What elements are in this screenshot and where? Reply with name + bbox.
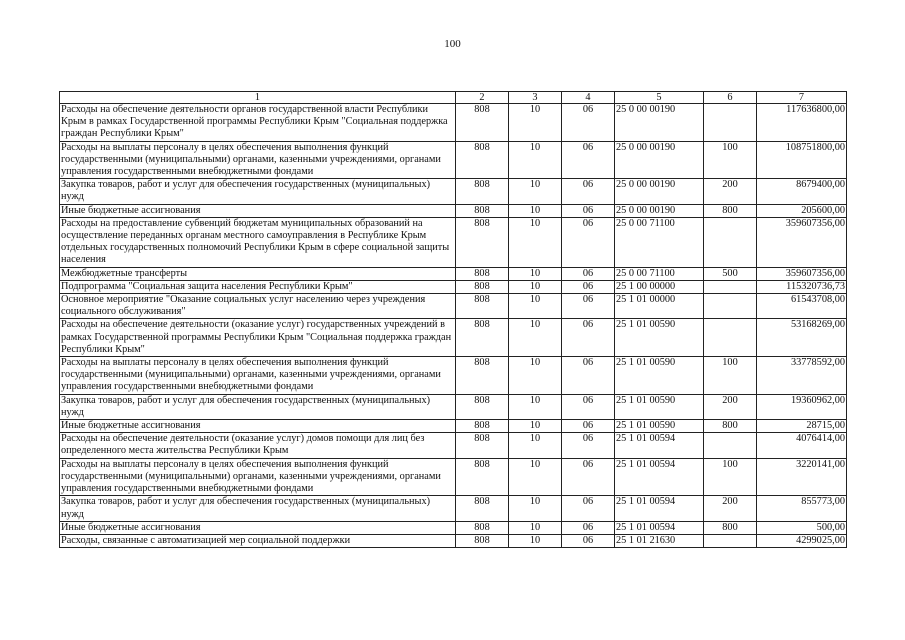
grbs-code: 808 [456, 280, 509, 293]
expense-type-code: 200 [704, 496, 757, 521]
subsection-code: 06 [562, 357, 615, 395]
budget-table [59, 91, 847, 548]
table-row [60, 534, 847, 547]
subsection-code: 06 [562, 521, 615, 534]
expense-type-code: 500 [704, 267, 757, 280]
table-row [60, 319, 847, 357]
section-code: 10 [509, 104, 562, 142]
target-article-code: 25 1 01 00000 [615, 294, 704, 319]
row-name: Расходы на обеспечение деятельности (оказание услуг) домов помощи для лиц без определенного места жительства Республики Крым [60, 433, 456, 458]
row-name: Расходы, связанные с автоматизацией мер социальной поддержки [60, 534, 456, 547]
amount: 108751800,00 [757, 141, 847, 179]
expense-type-code: 800 [704, 420, 757, 433]
section-code: 10 [509, 394, 562, 419]
section-code: 10 [509, 420, 562, 433]
target-article-code: 25 1 00 00000 [615, 280, 704, 293]
section-code: 10 [509, 496, 562, 521]
amount: 33778592,00 [757, 357, 847, 395]
grbs-code: 808 [456, 534, 509, 547]
table-row [60, 280, 847, 293]
amount: 855773,00 [757, 496, 847, 521]
target-article-code: 25 0 00 00190 [615, 104, 704, 142]
target-article-code: 25 0 00 71100 [615, 267, 704, 280]
grbs-code: 808 [456, 204, 509, 217]
section-code: 10 [509, 141, 562, 179]
grbs-code: 808 [456, 104, 509, 142]
subsection-code: 06 [562, 141, 615, 179]
expense-type-code: 200 [704, 179, 757, 204]
table-row [60, 104, 847, 142]
amount: 500,00 [757, 521, 847, 534]
amount: 117636800,00 [757, 104, 847, 142]
amount: 115320736,73 [757, 280, 847, 293]
row-name: Закупка товаров, работ и услуг для обеспечения государственных (муниципальных) нужд [60, 394, 456, 419]
target-article-code: 25 1 01 00590 [615, 394, 704, 419]
subsection-code: 06 [562, 217, 615, 267]
expense-type-code: 100 [704, 141, 757, 179]
section-code: 10 [509, 217, 562, 267]
table-row [60, 141, 847, 179]
grbs-code: 808 [456, 394, 509, 419]
target-article-code: 25 1 01 00594 [615, 496, 704, 521]
table-row [60, 420, 847, 433]
target-article-code: 25 0 00 00190 [615, 204, 704, 217]
grbs-code: 808 [456, 357, 509, 395]
row-name: Закупка товаров, работ и услуг для обеспечения государственных (муниципальных) нужд [60, 496, 456, 521]
expense-type-code: 100 [704, 458, 757, 496]
table-row [60, 294, 847, 319]
grbs-code: 808 [456, 319, 509, 357]
expense-type-code [704, 433, 757, 458]
subsection-code: 06 [562, 420, 615, 433]
subsection-code: 06 [562, 104, 615, 142]
target-article-code: 25 1 01 00594 [615, 521, 704, 534]
column-header: 5 [615, 92, 704, 104]
subsection-code: 06 [562, 267, 615, 280]
target-article-code: 25 0 00 71100 [615, 217, 704, 267]
amount: 53168269,00 [757, 319, 847, 357]
target-article-code: 25 1 01 00590 [615, 420, 704, 433]
table-row [60, 217, 847, 267]
expense-type-code [704, 104, 757, 142]
page-number: 100 [444, 38, 461, 50]
row-name: Иные бюджетные ассигнования [60, 420, 456, 433]
amount: 28715,00 [757, 420, 847, 433]
column-header: 4 [562, 92, 615, 104]
row-name: Расходы на предоставление субвенций бюджетам муниципальных образований на осуществление переданных органам местного самоуправления в Республике Крым отдельных государственных полномочий Республики Крым в сфере социальной защиты населения [60, 217, 456, 267]
amount: 359607356,00 [757, 217, 847, 267]
expense-type-code [704, 217, 757, 267]
row-name: Расходы на выплаты персоналу в целях обеспечения выполнения функций государственными (муниципальными) органами, казенными учреждениями, органами управления государственными внебюджетными фондами [60, 141, 456, 179]
grbs-code: 808 [456, 433, 509, 458]
section-code: 10 [509, 357, 562, 395]
subsection-code: 06 [562, 534, 615, 547]
subsection-code: 06 [562, 496, 615, 521]
row-name: Межбюджетные трансферты [60, 267, 456, 280]
row-name: Расходы на обеспечение деятельности (оказание услуг) государственных учреждений в рамках Государственной программы Республики Крым "Социальная поддержка граждан Республики Крым" [60, 319, 456, 357]
expense-type-code: 800 [704, 204, 757, 217]
grbs-code: 808 [456, 217, 509, 267]
expense-type-code [704, 294, 757, 319]
section-code: 10 [509, 521, 562, 534]
subsection-code: 06 [562, 319, 615, 357]
target-article-code: 25 1 01 21630 [615, 534, 704, 547]
subsection-code: 06 [562, 294, 615, 319]
amount: 4299025,00 [757, 534, 847, 547]
table-row [60, 357, 847, 395]
row-name: Иные бюджетные ассигнования [60, 521, 456, 534]
table-row [60, 179, 847, 204]
row-name: Иные бюджетные ассигнования [60, 204, 456, 217]
row-name: Подпрограмма "Социальная защита населения Республики Крым" [60, 280, 456, 293]
subsection-code: 06 [562, 280, 615, 293]
column-header: 2 [456, 92, 509, 104]
target-article-code: 25 1 01 00594 [615, 433, 704, 458]
column-header: 3 [509, 92, 562, 104]
amount: 61543708,00 [757, 294, 847, 319]
expense-type-code [704, 534, 757, 547]
section-code: 10 [509, 458, 562, 496]
row-name: Основное мероприятие "Оказание социальных услуг населению через учреждения социального обслуживания" [60, 294, 456, 319]
subsection-code: 06 [562, 458, 615, 496]
target-article-code: 25 1 01 00590 [615, 319, 704, 357]
table-row [60, 458, 847, 496]
grbs-code: 808 [456, 294, 509, 319]
section-code: 10 [509, 267, 562, 280]
table-row [60, 267, 847, 280]
column-header: 7 [757, 92, 847, 104]
expense-type-code: 800 [704, 521, 757, 534]
amount: 3220141,00 [757, 458, 847, 496]
amount: 4076414,00 [757, 433, 847, 458]
target-article-code: 25 1 01 00590 [615, 357, 704, 395]
grbs-code: 808 [456, 179, 509, 204]
section-code: 10 [509, 319, 562, 357]
amount: 8679400,00 [757, 179, 847, 204]
table-row [60, 521, 847, 534]
section-code: 10 [509, 433, 562, 458]
table-row [60, 496, 847, 521]
table-row [60, 204, 847, 217]
row-name: Закупка товаров, работ и услуг для обеспечения государственных (муниципальных) нужд [60, 179, 456, 204]
grbs-code: 808 [456, 267, 509, 280]
expense-type-code [704, 319, 757, 357]
row-name: Расходы на выплаты персоналу в целях обеспечения выполнения функций государственными (муниципальными) органами, казенными учреждениями, органами управления государственными внебюджетными фондами [60, 458, 456, 496]
section-code: 10 [509, 534, 562, 547]
subsection-code: 06 [562, 179, 615, 204]
table-row [60, 394, 847, 419]
amount: 19360962,00 [757, 394, 847, 419]
target-article-code: 25 0 00 00190 [615, 179, 704, 204]
section-code: 10 [509, 280, 562, 293]
target-article-code: 25 0 00 00190 [615, 141, 704, 179]
table-row [60, 433, 847, 458]
expense-type-code: 100 [704, 357, 757, 395]
subsection-code: 06 [562, 433, 615, 458]
amount: 359607356,00 [757, 267, 847, 280]
grbs-code: 808 [456, 141, 509, 179]
subsection-code: 06 [562, 204, 615, 217]
column-header: 6 [704, 92, 757, 104]
amount: 205600,00 [757, 204, 847, 217]
grbs-code: 808 [456, 458, 509, 496]
expense-type-code [704, 280, 757, 293]
section-code: 10 [509, 179, 562, 204]
section-code: 10 [509, 204, 562, 217]
grbs-code: 808 [456, 521, 509, 534]
row-name: Расходы на выплаты персоналу в целях обеспечения выполнения функций государственными (муниципальными) органами, казенными учреждениями, органами управления государственными внебюджетными фондами [60, 357, 456, 395]
header-row [60, 92, 847, 104]
expense-type-code: 200 [704, 394, 757, 419]
grbs-code: 808 [456, 420, 509, 433]
section-code: 10 [509, 294, 562, 319]
grbs-code: 808 [456, 496, 509, 521]
row-name: Расходы на обеспечение деятельности органов государственной власти Республики Крым в рамках Государственной программы Республики Крым "Социальная поддержка граждан Республики Крым" [60, 104, 456, 142]
subsection-code: 06 [562, 394, 615, 419]
target-article-code: 25 1 01 00594 [615, 458, 704, 496]
column-header: 1 [60, 92, 456, 104]
